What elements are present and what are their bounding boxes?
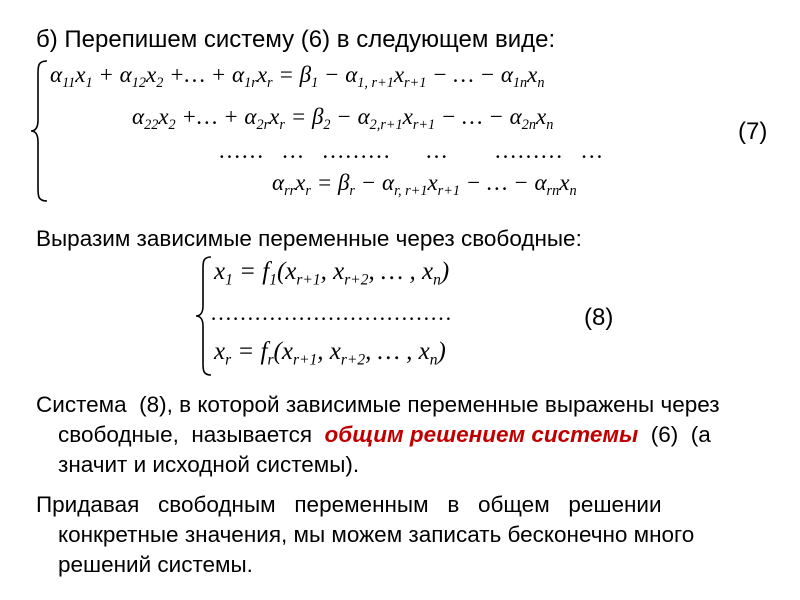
general-solution-term: общим решением системы [324, 422, 639, 447]
para1-line2-before: свободные, называется [58, 422, 325, 447]
para2-line2: конкретные значения, мы можем записать бесконечно много [58, 522, 695, 547]
para1-line2 [36, 420, 772, 450]
system8-number: (8) [584, 304, 614, 331]
express-text: Выразим зависимые переменные через свободные: [36, 226, 582, 251]
system7-row-1: $\alpha_{11}x_1 + \alpha_{12}x_2$ +… + $\alpha_{1r}x_r = \beta_1 - \alpha_{1, r+1}x_{r+1}$ − … − $\alpha_{1n}x_n$ [50, 62, 545, 91]
para2-line1: Придавая свободным переменным в общем решении [36, 492, 662, 517]
system7-row-2: $\alpha_{22}x_2$ +… + $\alpha_{2r}x_r = \beta_2 - \alpha_{2,r+1}x_{r+1}$ − … − $\alpha_{2n}x_n$ [132, 104, 554, 133]
para1-line1: Система (8), в которой зависимые переменные выражены через [36, 392, 720, 417]
system7-row-r: $\alpha_{rr}x_r = \beta_r - \alpha_{r, r+1}x_{r+1}$ − … − $\alpha_{rn}x_n$ [272, 170, 577, 199]
paragraph-general-solution [36, 390, 772, 480]
paragraph-infinite-solutions [36, 490, 772, 580]
system8-row-r: $x_r = f_r(x_{r+1}$, $x_{r+2}$, … , $x_n$) [214, 338, 446, 369]
system8-row-1: $x_1 = f_1(x_{r+1}$, $x_{r+2}$, … , $x_n$) [214, 258, 450, 289]
section-heading: б) Перепишем систему (6) в следующем виде: [36, 26, 556, 53]
para1-line3: значит и исходной системы). [58, 452, 360, 477]
system8-row-dots: …………………………… [210, 300, 452, 325]
system7-row-dots: …… … ……… … ……… … [218, 138, 604, 163]
system7-brace [28, 58, 50, 204]
para1-line2-after: (6) (а [638, 422, 711, 447]
para2-line3: решений системы. [58, 552, 253, 577]
system7-number: (7) [738, 118, 768, 145]
